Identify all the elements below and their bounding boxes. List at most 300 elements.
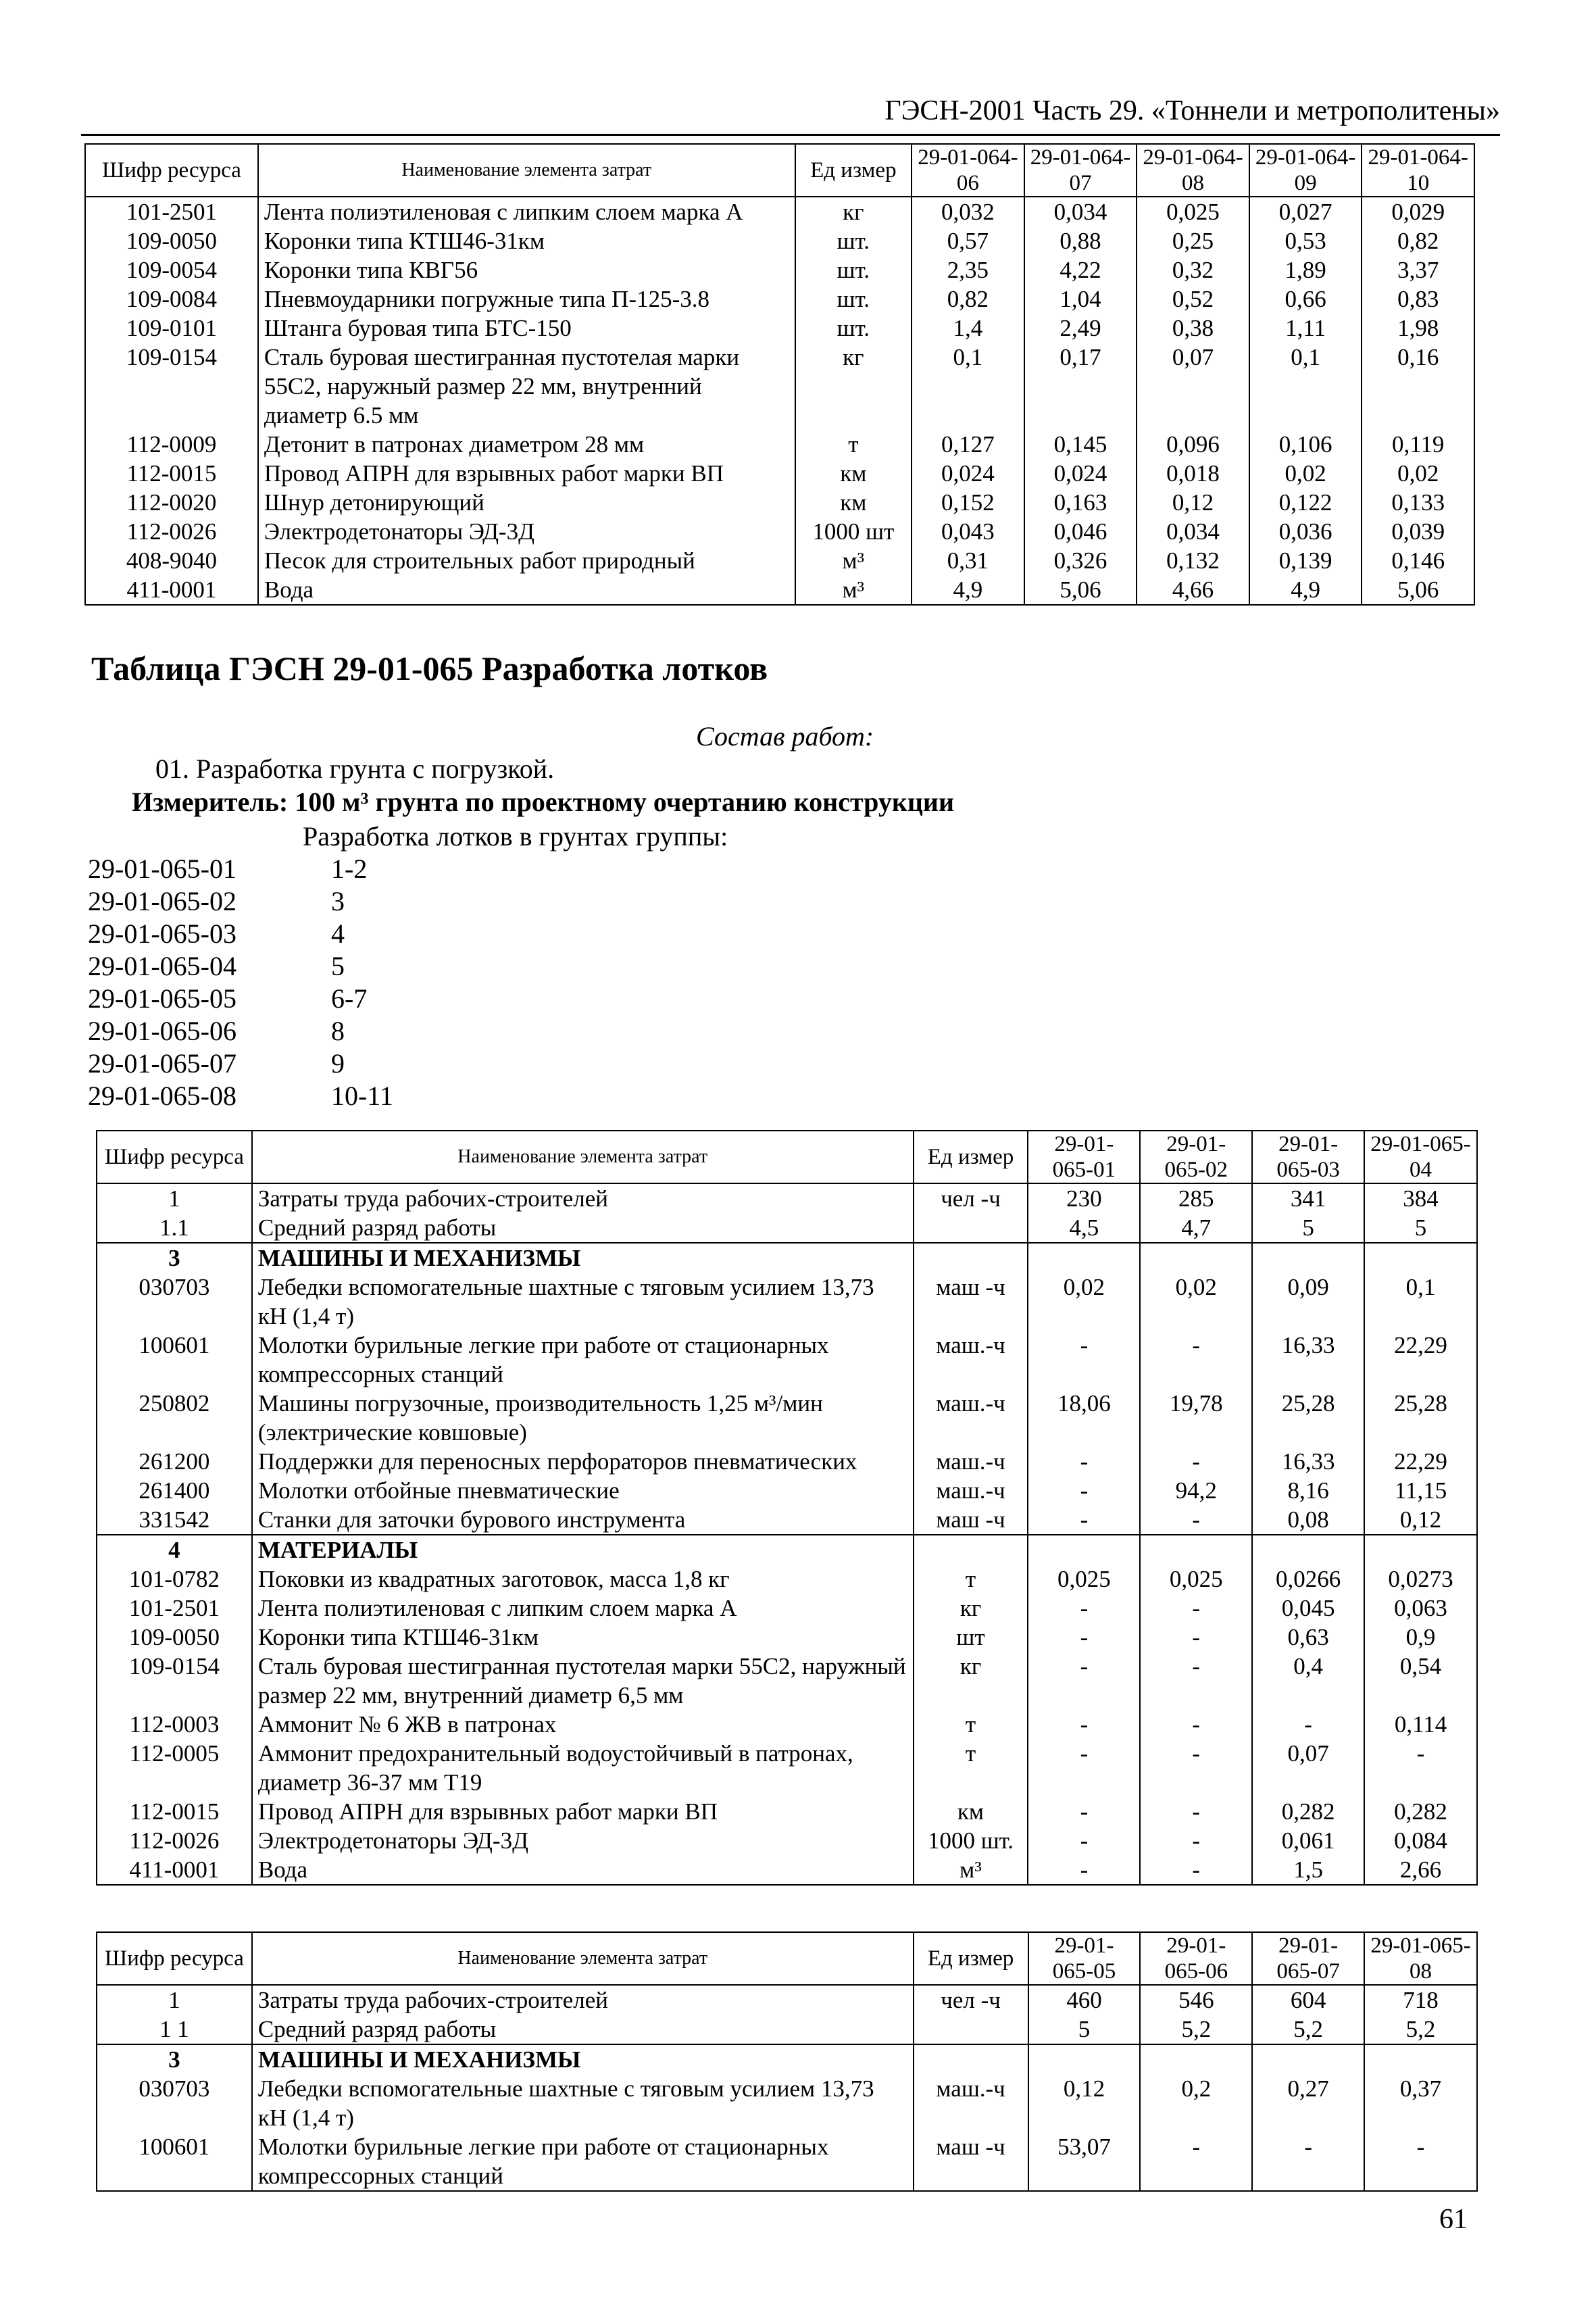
resource-code-cell: 112-0015 <box>97 1797 252 1826</box>
resource-code-cell: 109-0050 <box>97 1623 252 1652</box>
table-row <box>97 1505 1477 1535</box>
resource-code-cell: 100601 <box>97 2132 252 2191</box>
value-cell: 0,09 <box>1252 1273 1364 1331</box>
code-list-item <box>88 918 345 950</box>
soil-group: 8 <box>331 1016 345 1046</box>
table-row <box>97 2044 1477 2074</box>
value-cell: 0,122 <box>1249 488 1362 517</box>
code-number: 29-01-065-01 <box>88 854 236 884</box>
value-cell: 5,06 <box>1024 575 1137 605</box>
value-cell: 0,02 <box>1028 1273 1140 1331</box>
value-cell: 0,0273 <box>1364 1565 1477 1594</box>
col-header-code: Шифр ресурса <box>97 1932 252 1985</box>
table-row <box>97 1985 1477 2015</box>
value-cell: 460 <box>1028 1985 1141 2015</box>
unit-cell: кг <box>795 343 912 430</box>
value-cell: 0,0266 <box>1252 1565 1364 1594</box>
resource-name-cell: Детонит в патронах диаметром 28 мм <box>258 430 795 459</box>
value-cell: - <box>1252 1710 1364 1739</box>
value-cell: 230 <box>1028 1183 1140 1213</box>
value-cell: 0,163 <box>1024 488 1137 517</box>
unit-cell <box>914 2044 1028 2074</box>
table-row <box>97 1535 1477 1565</box>
col-header-value: 29-01-065-06 <box>1140 1932 1252 1985</box>
value-cell: 0,045 <box>1252 1594 1364 1623</box>
resource-code-cell: 250802 <box>97 1389 252 1447</box>
measure-unit: Измеритель: 100 м³ грунта по проектному очертанию конструкции <box>132 787 955 817</box>
value-cell: 0,024 <box>912 459 1024 488</box>
value-cell: 0,16 <box>1362 343 1474 430</box>
value-cell: - <box>1140 1826 1252 1855</box>
col-header-unit: Ед измер <box>795 144 912 197</box>
resource-name-cell: Поковки из квадратных заготовок, масса 1,8 кг <box>252 1565 914 1594</box>
value-cell: 0,12 <box>1364 1505 1477 1535</box>
col-header-value: 29-01-064-10 <box>1362 144 1474 197</box>
col-header-name: Наименование элемента затрат <box>252 1131 914 1183</box>
value-cell: 0,1 <box>1364 1273 1477 1331</box>
value-cell: 5,06 <box>1362 575 1474 605</box>
value-cell: 0,133 <box>1362 488 1474 517</box>
resource-code-cell: 109-0084 <box>85 285 258 314</box>
page-number: 61 <box>1439 2204 1468 2235</box>
resource-code-cell: 112-0026 <box>97 1826 252 1855</box>
value-cell: 0,029 <box>1362 197 1474 226</box>
value-cell: 1,89 <box>1249 255 1362 285</box>
value-cell: 0,31 <box>912 546 1024 575</box>
table-row <box>97 2074 1477 2132</box>
resource-code-cell: 112-0015 <box>85 459 258 488</box>
value-cell: 0,88 <box>1024 226 1137 255</box>
value-cell: 0,043 <box>912 517 1024 546</box>
code-number: 29-01-065-08 <box>88 1081 236 1111</box>
resource-name-cell: МАТЕРИАЛЫ <box>252 1535 914 1565</box>
unit-cell: м³ <box>795 575 912 605</box>
resource-code-cell: 030703 <box>97 2074 252 2132</box>
value-cell: 0,83 <box>1362 285 1474 314</box>
table-row <box>97 1183 1477 1213</box>
running-header: ГЭСН-2001 Часть 29. «Тоннели и метрополитены» <box>884 95 1500 126</box>
value-cell: 0,53 <box>1249 226 1362 255</box>
value-cell: - <box>1028 1623 1140 1652</box>
table-row <box>97 1273 1477 1331</box>
table-row <box>97 1826 1477 1855</box>
value-cell: 0,32 <box>1137 255 1249 285</box>
value-cell: 0,1 <box>912 343 1024 430</box>
value-cell: 5 <box>1028 2015 1141 2044</box>
table-row <box>85 430 1474 459</box>
unit-cell: шт. <box>795 255 912 285</box>
value-cell: - <box>1364 2132 1477 2191</box>
value-cell: 341 <box>1252 1183 1364 1213</box>
resource-name-cell: Коронки типа КВГ56 <box>258 255 795 285</box>
resource-table-065-part2 <box>96 1931 1478 2192</box>
resource-code-cell: 1 <box>97 1985 252 2015</box>
resource-code-cell: 109-0101 <box>85 314 258 343</box>
value-cell <box>1028 2044 1141 2074</box>
resource-code-cell: 408-9040 <box>85 546 258 575</box>
table-row <box>97 1389 1477 1447</box>
resource-name-cell: Лента полиэтиленовая с липким слоем марка А <box>252 1594 914 1623</box>
resource-name-cell: Пневмоударники погружные типа П-125-3.8 <box>258 285 795 314</box>
resource-name-cell: Электродетонаторы ЭД-3Д <box>258 517 795 546</box>
value-cell: - <box>1028 1447 1140 1476</box>
value-cell: 0,084 <box>1364 1826 1477 1855</box>
value-cell: 0,032 <box>912 197 1024 226</box>
value-cell: 5,2 <box>1252 2015 1364 2044</box>
resource-name-cell: Электродетонаторы ЭД-3Д <box>252 1826 914 1855</box>
resource-table-064 <box>84 143 1475 606</box>
value-cell: 4,5 <box>1028 1213 1140 1243</box>
value-cell: 0,039 <box>1362 517 1474 546</box>
value-cell: 604 <box>1252 1985 1364 2015</box>
table-row <box>97 1797 1477 1826</box>
resource-code-cell: 3 <box>97 1243 252 1273</box>
table-row <box>97 2015 1477 2044</box>
table-header-row <box>97 1131 1477 1183</box>
value-cell: 4,22 <box>1024 255 1137 285</box>
unit-cell: чел -ч <box>914 1183 1028 1213</box>
table-row <box>97 1476 1477 1505</box>
table-row <box>97 1243 1477 1273</box>
code-list-item <box>88 853 368 885</box>
resource-name-cell: Лебедки вспомогательные шахтные с тяговым усилием 13,73 кН (1,4 т) <box>252 1273 914 1331</box>
col-header-value: 29-01-065-03 <box>1252 1131 1364 1183</box>
value-cell: 384 <box>1364 1183 1477 1213</box>
value-cell: 5,2 <box>1364 2015 1477 2044</box>
value-cell <box>1364 2044 1477 2074</box>
value-cell: 285 <box>1140 1183 1252 1213</box>
table-row <box>85 459 1474 488</box>
value-cell: 0,17 <box>1024 343 1137 430</box>
resource-code-cell: 109-0154 <box>85 343 258 430</box>
unit-cell: шт. <box>795 226 912 255</box>
soil-group: 10-11 <box>331 1081 393 1111</box>
table-row <box>97 1565 1477 1594</box>
value-cell: 3,37 <box>1362 255 1474 285</box>
table-row <box>85 255 1474 285</box>
resource-name-cell: Штанга буровая типа БТС-150 <box>258 314 795 343</box>
value-cell: 0,119 <box>1362 430 1474 459</box>
value-cell: - <box>1140 1739 1252 1797</box>
value-cell: 8,16 <box>1252 1476 1364 1505</box>
unit-cell: маш.-ч <box>914 1389 1028 1447</box>
unit-cell: км <box>795 459 912 488</box>
value-cell: 0,282 <box>1252 1797 1364 1826</box>
table-row <box>85 517 1474 546</box>
col-header-value: 29-01-064-09 <box>1249 144 1362 197</box>
resource-code-cell: 411-0001 <box>85 575 258 605</box>
value-cell <box>1252 1535 1364 1565</box>
value-cell: - <box>1140 1505 1252 1535</box>
resource-code-cell: 112-0005 <box>97 1739 252 1797</box>
unit-cell: маш.-ч <box>914 1447 1028 1476</box>
unit-cell: маш -ч <box>914 2132 1028 2191</box>
value-cell: - <box>1028 1476 1140 1505</box>
unit-cell: шт. <box>795 314 912 343</box>
value-cell: 0,02 <box>1362 459 1474 488</box>
resource-name-cell: Средний разряд работы <box>252 1213 914 1243</box>
col-header-value: 29-01-065-02 <box>1140 1131 1252 1183</box>
value-cell: 0,08 <box>1252 1505 1364 1535</box>
value-cell: 546 <box>1140 1985 1252 2015</box>
code-list-item <box>88 1080 393 1112</box>
value-cell: 0,025 <box>1137 197 1249 226</box>
value-cell: 5 <box>1252 1213 1364 1243</box>
unit-cell: маш.-ч <box>914 1476 1028 1505</box>
value-cell: 18,06 <box>1028 1389 1140 1447</box>
value-cell: 0,127 <box>912 430 1024 459</box>
soil-group: 1-2 <box>331 854 368 884</box>
table-header-row <box>85 144 1474 197</box>
value-cell: - <box>1140 1855 1252 1885</box>
code-number: 29-01-065-05 <box>88 983 236 1014</box>
table-row <box>85 285 1474 314</box>
resource-name-cell: Песок для строительных работ природный <box>258 546 795 575</box>
resource-name-cell: Коронки типа КТШ46-31км <box>252 1623 914 1652</box>
value-cell <box>1028 1535 1140 1565</box>
resource-name-cell: Сталь буровая шестигранная пустотелая марки 55С2, наружный размер 22 мм, внутренний диаметр 6,5 мм <box>252 1652 914 1710</box>
unit-cell: м³ <box>914 1855 1028 1885</box>
resource-name-cell: Коронки типа КТШ46-31км <box>258 226 795 255</box>
resource-name-cell: Затраты труда рабочих-строителей <box>252 1183 914 1213</box>
resource-name-cell: Шнур детонирующий <box>258 488 795 517</box>
value-cell: 0,57 <box>912 226 1024 255</box>
col-header-unit: Ед измер <box>914 1131 1028 1183</box>
value-cell: 5 <box>1364 1213 1477 1243</box>
resource-name-cell: Молотки бурильные легкие при работе от стационарных компрессорных станций <box>252 2132 914 2191</box>
resource-code-cell: 3 <box>97 2044 252 2074</box>
soil-group-heading: Разработка лотков в грунтах группы: <box>303 821 728 852</box>
value-cell: 0,52 <box>1137 285 1249 314</box>
resource-code-cell: 112-0003 <box>97 1710 252 1739</box>
value-cell: 0,63 <box>1252 1623 1364 1652</box>
unit-cell: маш.-ч <box>914 1331 1028 1389</box>
unit-cell: т <box>914 1739 1028 1797</box>
code-number: 29-01-065-07 <box>88 1048 236 1079</box>
value-cell <box>1364 1535 1477 1565</box>
col-header-code: Шифр ресурса <box>85 144 258 197</box>
value-cell: 0,66 <box>1249 285 1362 314</box>
value-cell: - <box>1028 1855 1140 1885</box>
table-row <box>85 343 1474 430</box>
resource-name-cell: Сталь буровая шестигранная пустотелая марки 55С2, наружный размер 22 мм, внутренний диаметр 6.5 мм <box>258 343 795 430</box>
col-header-value: 29-01-064-06 <box>912 144 1024 197</box>
unit-cell: км <box>914 1797 1028 1826</box>
table-row <box>97 1331 1477 1389</box>
resource-code-cell: 411-0001 <box>97 1855 252 1885</box>
value-cell <box>1252 2044 1364 2074</box>
soil-group: 6-7 <box>331 983 368 1014</box>
unit-cell <box>914 2015 1028 2044</box>
resource-name-cell: Поддержки для переносных перфораторов пневматических <box>252 1447 914 1476</box>
resource-name-cell: Затраты труда рабочих-строителей <box>252 1985 914 2015</box>
value-cell: 0,114 <box>1364 1710 1477 1739</box>
value-cell: 0,146 <box>1362 546 1474 575</box>
unit-cell: маш -ч <box>914 1505 1028 1535</box>
col-header-value: 29-01-065-01 <box>1028 1131 1140 1183</box>
soil-group: 3 <box>331 886 345 916</box>
resource-code-cell: 109-0050 <box>85 226 258 255</box>
value-cell: 0,27 <box>1252 2074 1364 2132</box>
value-cell: 2,35 <box>912 255 1024 285</box>
col-header-value: 29-01-065-07 <box>1252 1932 1364 1985</box>
value-cell: 0,063 <box>1364 1594 1477 1623</box>
unit-cell: м³ <box>795 546 912 575</box>
unit-cell: 1000 шт. <box>914 1826 1028 1855</box>
resource-code-cell: 4 <box>97 1535 252 1565</box>
resource-name-cell: Молотки бурильные легкие при работе от стационарных компрессорных станций <box>252 1331 914 1389</box>
resource-table-065-part1 <box>96 1130 1478 1886</box>
value-cell: - <box>1028 1797 1140 1826</box>
value-cell: 0,82 <box>1362 226 1474 255</box>
value-cell: 1,04 <box>1024 285 1137 314</box>
value-cell: 0,046 <box>1024 517 1137 546</box>
value-cell: 0,282 <box>1364 1797 1477 1826</box>
table-row <box>97 2132 1477 2191</box>
col-header-name: Наименование элемента затрат <box>252 1932 914 1985</box>
unit-cell: шт <box>914 1623 1028 1652</box>
value-cell: 25,28 <box>1364 1389 1477 1447</box>
col-header-value: 29-01-065-08 <box>1364 1932 1477 1985</box>
unit-cell: чел -ч <box>914 1985 1028 2015</box>
resource-name-cell: МАШИНЫ И МЕХАНИЗМЫ <box>252 1243 914 1273</box>
value-cell: 22,29 <box>1364 1447 1477 1476</box>
code-list-item <box>88 983 368 1014</box>
code-number: 29-01-065-04 <box>88 951 236 981</box>
resource-code-cell: 112-0020 <box>85 488 258 517</box>
value-cell: 0,38 <box>1137 314 1249 343</box>
resource-name-cell: Провод АПРН для взрывных работ марки ВП <box>252 1797 914 1826</box>
resource-name-cell: Молотки отбойные пневматические <box>252 1476 914 1505</box>
value-cell: - <box>1140 1623 1252 1652</box>
resource-code-cell: 100601 <box>97 1331 252 1389</box>
value-cell: 0,106 <box>1249 430 1362 459</box>
value-cell: 0,061 <box>1252 1826 1364 1855</box>
col-header-value: 29-01-065-05 <box>1028 1932 1141 1985</box>
value-cell: 1,5 <box>1252 1855 1364 1885</box>
code-list-item <box>88 950 345 982</box>
value-cell: 0,54 <box>1364 1652 1477 1710</box>
value-cell <box>1140 2044 1252 2074</box>
resource-code-cell: 101-2501 <box>85 197 258 226</box>
value-cell: 11,15 <box>1364 1476 1477 1505</box>
col-header-unit: Ед измер <box>914 1932 1028 1985</box>
table-row <box>97 1213 1477 1243</box>
resource-name-cell: Аммонит предохранительный водоустойчивый в патронах, диаметр 36-37 мм Т19 <box>252 1739 914 1797</box>
resource-name-cell: Машины погрузочные, производительность 1,25 м³/мин (электрические ковшовые) <box>252 1389 914 1447</box>
table-row <box>85 546 1474 575</box>
value-cell: - <box>1140 1447 1252 1476</box>
value-cell: 25,28 <box>1252 1389 1364 1447</box>
resource-name-cell: МАШИНЫ И МЕХАНИЗМЫ <box>252 2044 914 2074</box>
resource-code-cell: 109-0154 <box>97 1652 252 1710</box>
resource-code-cell: 030703 <box>97 1273 252 1331</box>
unit-cell: т <box>914 1710 1028 1739</box>
value-cell: 1,11 <box>1249 314 1362 343</box>
value-cell: 0,07 <box>1252 1739 1364 1797</box>
value-cell: - <box>1028 1710 1140 1739</box>
unit-cell: кг <box>795 197 912 226</box>
table-header-row <box>97 1932 1477 1985</box>
resource-name-cell: Лента полиэтиленовая с липким слоем марка А <box>258 197 795 226</box>
resource-name-cell: Средний разряд работы <box>252 2015 914 2044</box>
code-number: 29-01-065-06 <box>88 1016 236 1046</box>
value-cell: 94,2 <box>1140 1476 1252 1505</box>
value-cell: 19,78 <box>1140 1389 1252 1447</box>
value-cell: 0,326 <box>1024 546 1137 575</box>
code-list-item <box>88 885 345 917</box>
value-cell <box>1364 1243 1477 1273</box>
value-cell <box>1140 1535 1252 1565</box>
header-rule <box>81 134 1500 136</box>
resource-name-cell: Аммонит № 6 ЖВ в патронах <box>252 1710 914 1739</box>
unit-cell: маш.-ч <box>914 2074 1028 2132</box>
resource-code-cell: 1.1 <box>97 1213 252 1243</box>
resource-name-cell: Вода <box>258 575 795 605</box>
col-header-value: 29-01-065-04 <box>1364 1131 1477 1183</box>
unit-cell <box>914 1535 1028 1565</box>
value-cell: 0,034 <box>1024 197 1137 226</box>
value-cell: 0,12 <box>1137 488 1249 517</box>
value-cell: - <box>1140 1331 1252 1389</box>
table-row <box>97 1652 1477 1710</box>
value-cell: 0,2 <box>1140 2074 1252 2132</box>
value-cell: 0,027 <box>1249 197 1362 226</box>
unit-cell <box>914 1213 1028 1243</box>
value-cell: 53,07 <box>1028 2132 1141 2191</box>
value-cell: - <box>1140 2132 1252 2191</box>
code-number: 29-01-065-02 <box>88 886 236 916</box>
value-cell <box>1252 1243 1364 1273</box>
resource-code-cell: 109-0054 <box>85 255 258 285</box>
resource-code-cell: 261400 <box>97 1476 252 1505</box>
col-header-code: Шифр ресурса <box>97 1131 252 1183</box>
section-title: Таблица ГЭСН 29-01-065 Разработка лотков <box>91 649 768 687</box>
value-cell: - <box>1028 1331 1140 1389</box>
resource-code-cell: 1 <box>97 1183 252 1213</box>
unit-cell: шт. <box>795 285 912 314</box>
value-cell: 0,07 <box>1137 343 1249 430</box>
resource-code-cell: 261200 <box>97 1447 252 1476</box>
value-cell <box>1140 1243 1252 1273</box>
value-cell: 0,034 <box>1137 517 1249 546</box>
value-cell: - <box>1028 1594 1140 1623</box>
value-cell: 0,82 <box>912 285 1024 314</box>
code-number: 29-01-065-03 <box>88 918 236 949</box>
value-cell: 0,152 <box>912 488 1024 517</box>
code-list-item <box>88 1048 345 1079</box>
value-cell: 4,9 <box>1249 575 1362 605</box>
value-cell: 22,29 <box>1364 1331 1477 1389</box>
table-row <box>97 1594 1477 1623</box>
value-cell: 0,096 <box>1137 430 1249 459</box>
value-cell: 0,139 <box>1249 546 1362 575</box>
unit-cell: кг <box>914 1594 1028 1623</box>
value-cell: 16,33 <box>1252 1331 1364 1389</box>
col-header-name: Наименование элемента затрат <box>258 144 795 197</box>
soil-group: 4 <box>331 918 345 949</box>
value-cell: - <box>1140 1652 1252 1710</box>
resource-code-cell: 331542 <box>97 1505 252 1535</box>
value-cell: 0,145 <box>1024 430 1137 459</box>
value-cell <box>1028 1243 1140 1273</box>
value-cell: 0,132 <box>1137 546 1249 575</box>
value-cell: 0,025 <box>1140 1565 1252 1594</box>
value-cell: 718 <box>1364 1985 1477 2015</box>
value-cell: 0,036 <box>1249 517 1362 546</box>
value-cell: 1,4 <box>912 314 1024 343</box>
resource-code-cell: 112-0009 <box>85 430 258 459</box>
